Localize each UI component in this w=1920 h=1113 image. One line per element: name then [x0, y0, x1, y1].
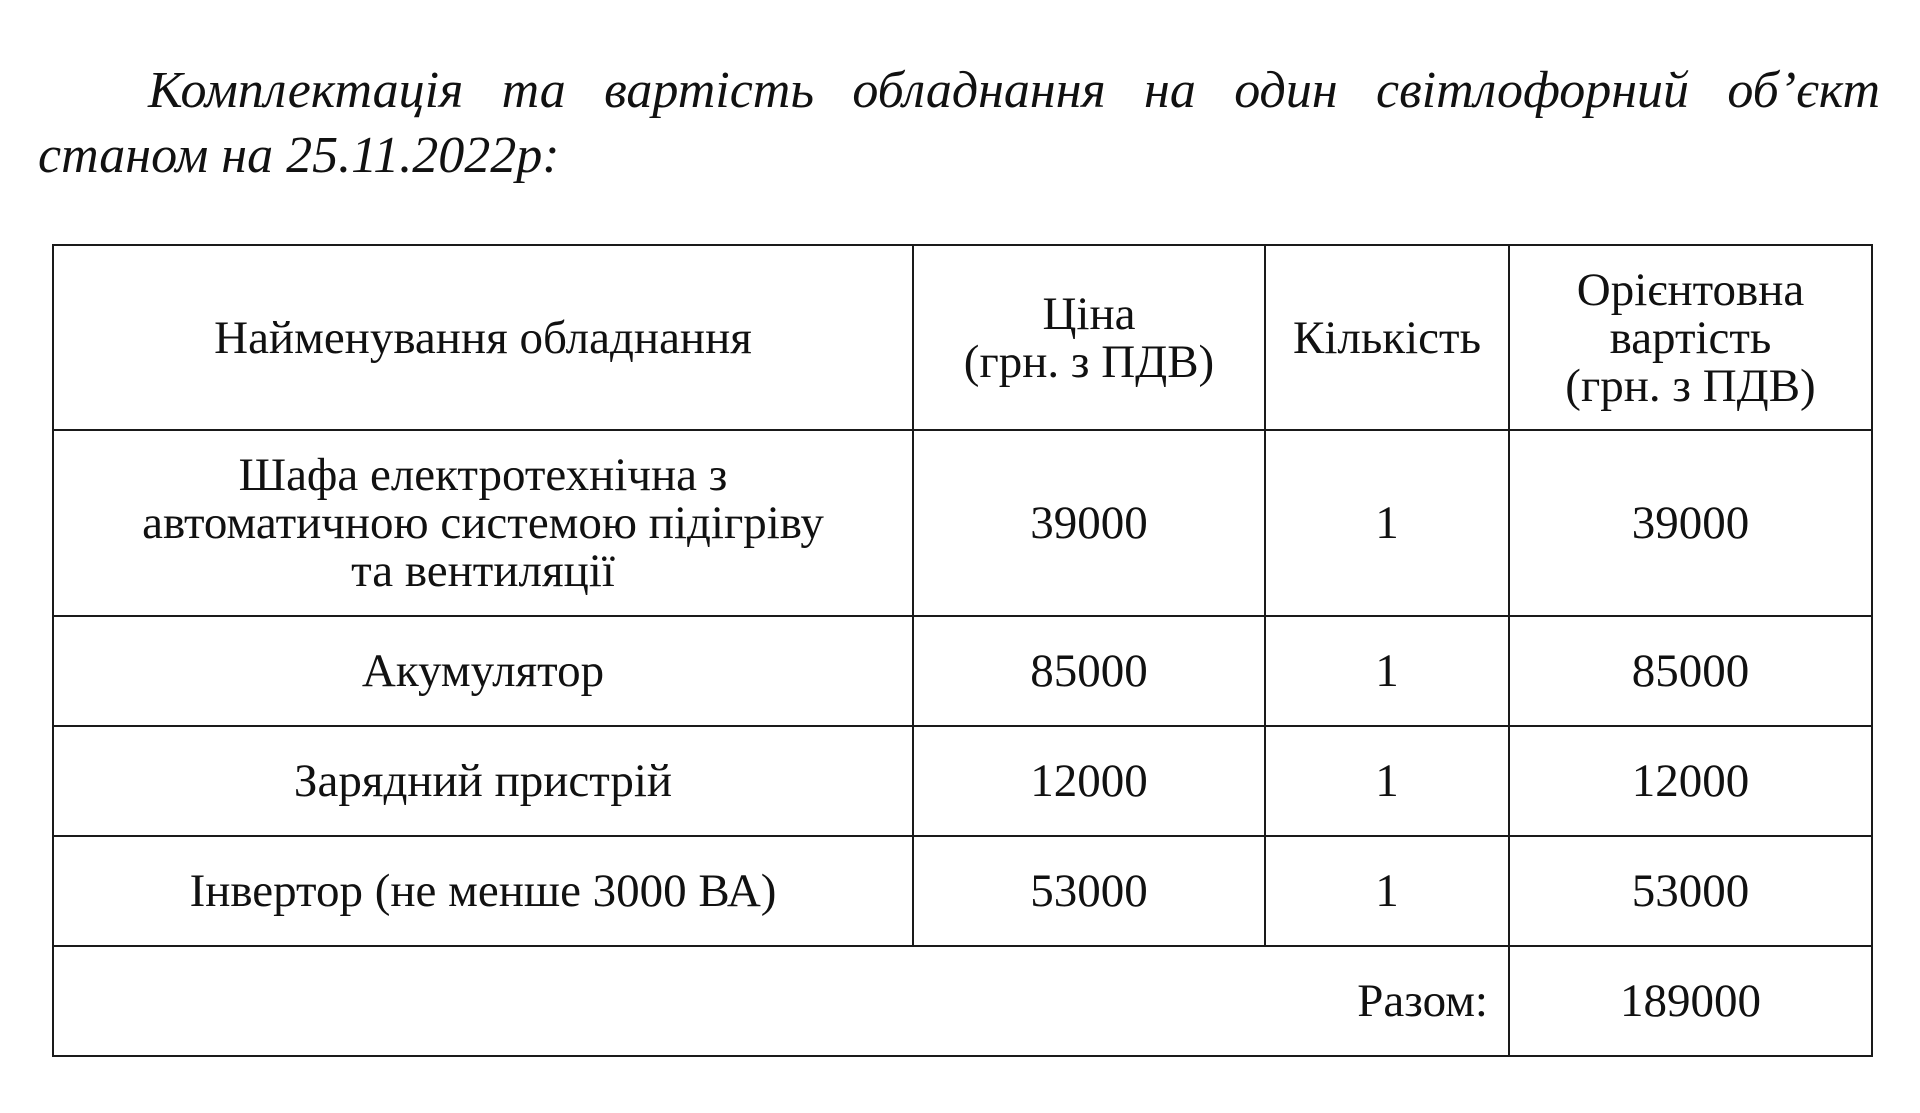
heading-line-1: Комплектація та вартість обладнання на один світлофорний об’єкт [148, 62, 1880, 119]
cell-quantity: 1 [1265, 836, 1509, 946]
cell-name-line-2: автоматичною системою підігріву [142, 497, 824, 549]
cell-price: 53000 [913, 836, 1265, 946]
cell-cost: 85000 [1509, 616, 1872, 726]
header-price [913, 245, 1265, 430]
total-row [53, 946, 1872, 1056]
table-header-row [53, 245, 1872, 430]
cell-name: Акумулятор [53, 616, 913, 726]
cell-quantity: 1 [1265, 430, 1509, 616]
cell-name: Інвертор (не менше 3000 ВА) [53, 836, 913, 946]
cell-price: 12000 [913, 726, 1265, 836]
header-cost-line-2: вартість [1609, 311, 1772, 364]
header-quantity-text: Кількість [1292, 311, 1482, 364]
cell-cost: 39000 [1509, 430, 1872, 616]
table-row [53, 836, 1872, 946]
header-name [53, 245, 913, 430]
cell-name-line-1: Шафа електротехнічна з [238, 449, 728, 501]
total-value: 189000 [1509, 946, 1872, 1056]
cell-quantity: 1 [1265, 616, 1509, 726]
table-row [53, 726, 1872, 836]
cell-price: 85000 [913, 616, 1265, 726]
header-cost [1509, 245, 1872, 430]
cell-cost: 12000 [1509, 726, 1872, 836]
table-row [53, 616, 1872, 726]
header-price-line-2: (грн. з ПДВ) [963, 335, 1215, 388]
header-cost-line-1: Орієнтовна [1576, 263, 1805, 316]
cell-price: 39000 [913, 430, 1265, 616]
total-label: Разом: [53, 946, 1509, 1056]
header-quantity [1265, 245, 1509, 430]
document-heading [38, 58, 1880, 188]
header-name-text: Найменування обладнання [214, 311, 752, 364]
header-price-line-1: Ціна [1042, 287, 1136, 340]
table-row [53, 430, 1872, 616]
heading-line-2: станом на 25.11.2022р: [38, 127, 560, 184]
equipment-table [52, 244, 1873, 1057]
cell-quantity: 1 [1265, 726, 1509, 836]
cell-name [53, 430, 913, 616]
cell-cost: 53000 [1509, 836, 1872, 946]
header-cost-line-3: (грн. з ПДВ) [1565, 359, 1816, 412]
cell-name-line-3: та вентиляції [351, 545, 615, 597]
cell-name: Зарядний пристрій [53, 726, 913, 836]
